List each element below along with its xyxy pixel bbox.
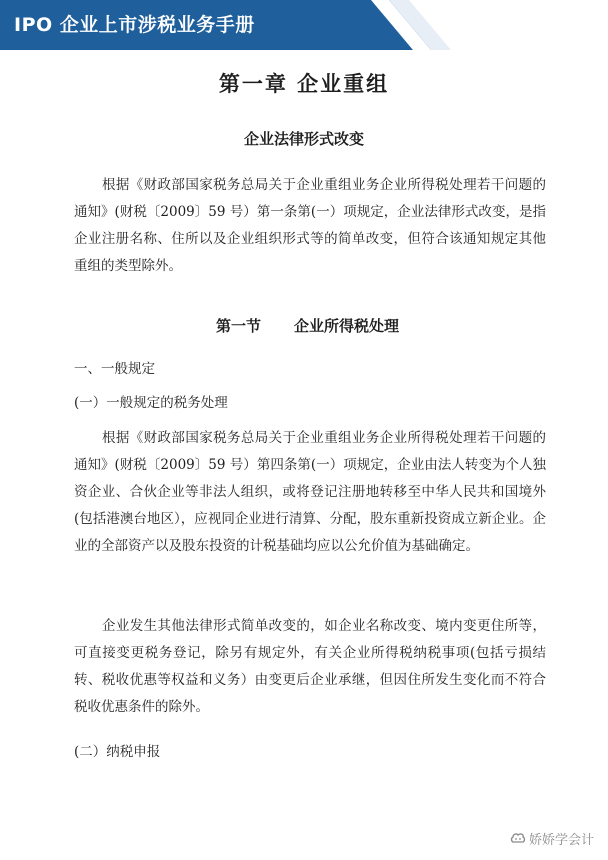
chapter-subtitle: 企业法律形式改变 [243, 130, 364, 148]
toutiao-logo-icon [510, 832, 526, 846]
document-header-banner [0, 0, 608, 50]
paragraph: 根据《财政部国家税务总局关于企业重组业务企业所得税处理若干问题的通知》(财税〔2009〕59 号）第四条第(一）项规定，企业由法人转变为个人独资企业、合伙企业等非法人组织，或将登记注册地转移至中华人民共和国境外(包括港澳台地区），应视同企业进行清算、分配，股东重新投资成立新企业。企业的全部资产以及股东投资的计税基础均应以公允价值为基础确定。 [74, 430, 546, 554]
paragraph: 根据《财政部国家税务总局关于企业重组业务企业所得税处理若干问题的通知》(财税〔2009〕59 号）第一条第(一）项规定，企业法律形式改变，是指企业注册名称、住所以及企业组织形式等的简单改变，但符合该通知规定其他重组的类型除外。 [74, 177, 546, 274]
paragraph: 企业发生其他法律形式简单改变的，如企业名称改变、境内变更住所等，可直接变更税务登记，除另有规定外，有关企业所得税纳税事项(包括亏损结转、税收优惠等权益和义务）由变更后企业承继，但因住所发生变化而不符合税收优惠条件的除外。 [74, 618, 546, 715]
header-title: IPO 企业上市涉税业务手册 [14, 14, 255, 36]
section-number: 第一节 [216, 317, 262, 335]
heading-general-rules: 一、一般规定 [74, 361, 155, 377]
watermark [510, 829, 594, 848]
heading-tax-filing: (二）纳税申报 [74, 744, 161, 760]
heading-tax-treatment: (一）一般规定的税务处理 [74, 395, 228, 411]
watermark-text: 娇娇学会计 [528, 833, 594, 848]
section-name: 企业所得税处理 [294, 317, 400, 335]
chapter-title: 第一章 企业重组 [218, 72, 390, 96]
